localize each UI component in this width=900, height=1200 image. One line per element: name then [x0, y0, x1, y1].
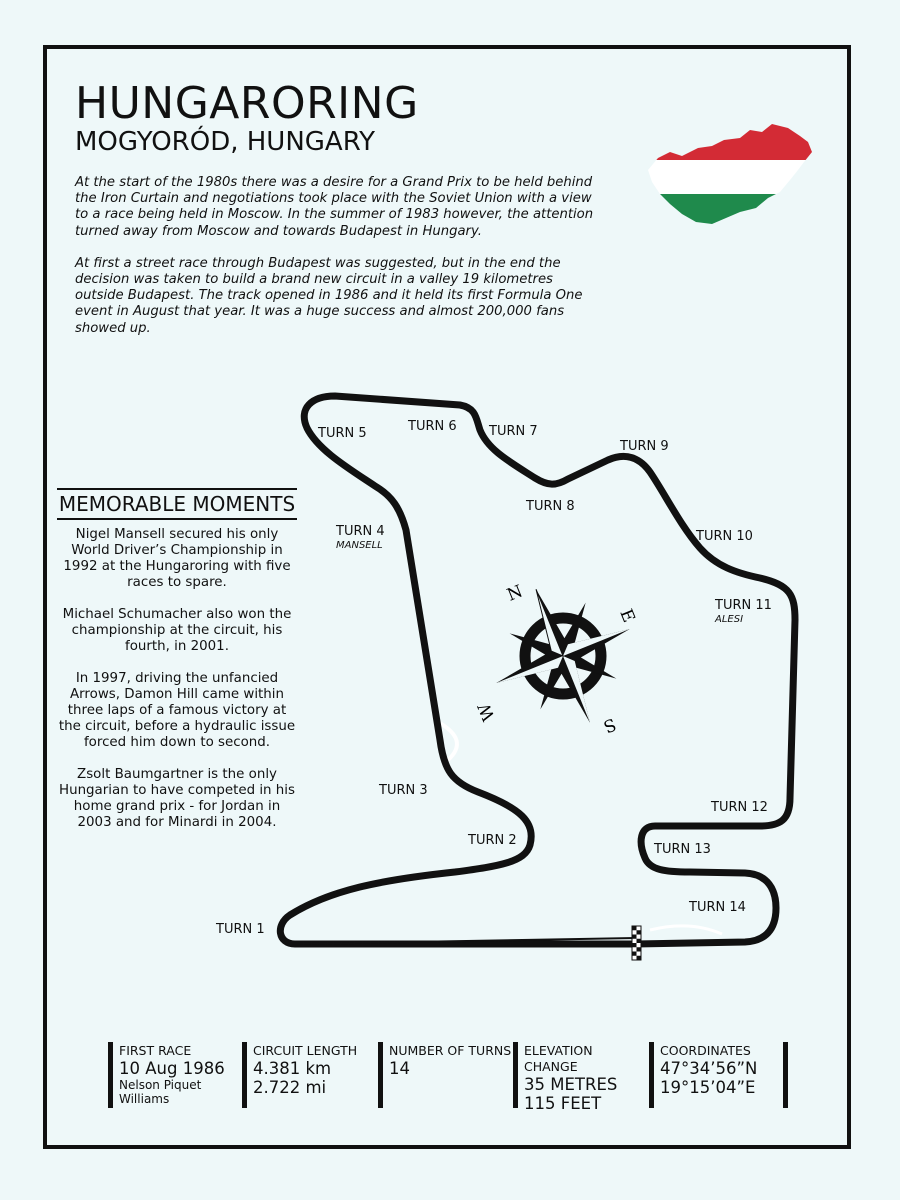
stat-label: COORDINATES — [660, 1043, 751, 1058]
turn-4-note: MANSELL — [336, 540, 383, 551]
turn-1-label: TURN 1 — [216, 922, 265, 937]
turn-9-label: TURN 9 — [620, 439, 669, 454]
turn-12-label: TURN 12 — [711, 800, 768, 815]
length-km: 4.381 km — [253, 1059, 332, 1078]
intro-paragraph: At the start of the 1980s there was a desire for a Grand Prix to be held behind the Iron Curtain and negotiations took place with the Soviet Union with a view to a race being held in Moscow. In the summer of 1983 however, the attention turned away from Moscow and towards Budapest in Hungary. — [75, 175, 594, 239]
stat-label: CIRCUIT LENGTH — [253, 1043, 358, 1058]
turn-6-label: TURN 6 — [408, 419, 457, 434]
stat-label: NUMBER OF TURNS — [389, 1043, 512, 1058]
coordinates-lat: 47°34’56”N — [660, 1059, 758, 1078]
stat-coordinates — [649, 1042, 783, 1108]
elevation-feet: 115 FEET — [524, 1094, 602, 1113]
turn-11-note: ALESI — [715, 614, 744, 625]
stat-first-race — [108, 1042, 240, 1108]
first-race-team: Williams — [119, 1092, 170, 1106]
compass-rose-icon — [469, 562, 656, 749]
turn-14-label: TURN 14 — [689, 900, 746, 915]
compass-s-label: S — [600, 713, 619, 737]
stat-elevation-change — [513, 1042, 648, 1113]
stat-label: FIRST RACE — [119, 1043, 192, 1058]
first-race-date: 10 Aug 1986 — [119, 1059, 225, 1078]
stat-label: ELEVATION CHANGE — [524, 1043, 593, 1074]
compass-w-label: W — [474, 699, 500, 724]
coordinates-lon: 19°15’04”E — [660, 1078, 756, 1097]
stat-circuit-length — [242, 1042, 376, 1108]
intro-paragraph: At first a street race through Budapest was suggested, but in the end the decision was taken to build a brand new circuit in a valley 19 kilometres outside Budapest. The track opened in 1986 and it held its first Formula One event in August that year. It was a huge success and almost 200,000 fans showed up. — [75, 255, 583, 336]
stat-number-of-turns — [378, 1042, 512, 1108]
moment-item: Nigel Mansell secured his only World Driver’s Championship in 1992 at the Hungaroring with five races to spare. — [63, 527, 291, 590]
turn-8-label: TURN 8 — [526, 499, 575, 514]
turn-13-label: TURN 13 — [654, 842, 711, 857]
compass-n-label: N — [504, 581, 526, 606]
page-subtitle: MOGYORÓD, HUNGARY — [75, 127, 376, 157]
pit-line — [650, 926, 722, 934]
turn-11-label: TURN 11 — [715, 598, 772, 613]
turn-2-label: TURN 2 — [468, 833, 517, 848]
moment-item: Michael Schumacher also won the championship at the circuit, his fourth, in 2001. — [62, 607, 292, 654]
turn-3-label: TURN 3 — [379, 783, 428, 798]
elevation-metres: 35 METRES — [524, 1075, 618, 1094]
length-mi: 2.722 mi — [253, 1078, 327, 1097]
turn-4-label: TURN 4 — [336, 524, 385, 539]
turn-7-label: TURN 7 — [489, 424, 538, 439]
turn-5-label: TURN 5 — [318, 426, 367, 441]
first-race-driver: Nelson Piquet — [119, 1078, 202, 1092]
page-title: HUNGARORING — [75, 78, 419, 129]
start-finish-line — [632, 926, 641, 960]
moment-item: In 1997, driving the unfancied Arrows, Damon Hill came within three laps of a famous victory at the circuit, before a hydraulic issue forced him down to second. — [58, 671, 296, 750]
moments-title: MEMORABLE MOMENTS — [58, 492, 296, 516]
compass-e-label: E — [615, 606, 639, 626]
turns-count: 14 — [389, 1059, 410, 1078]
stats-end-bar — [783, 1042, 788, 1108]
turn-10-label: TURN 10 — [696, 529, 753, 544]
moment-item: Zsolt Baumgartner is the only Hungarian to have competed in his home grand prix - for Jordan in 2003 and for Minardi in 2004. — [59, 767, 295, 830]
